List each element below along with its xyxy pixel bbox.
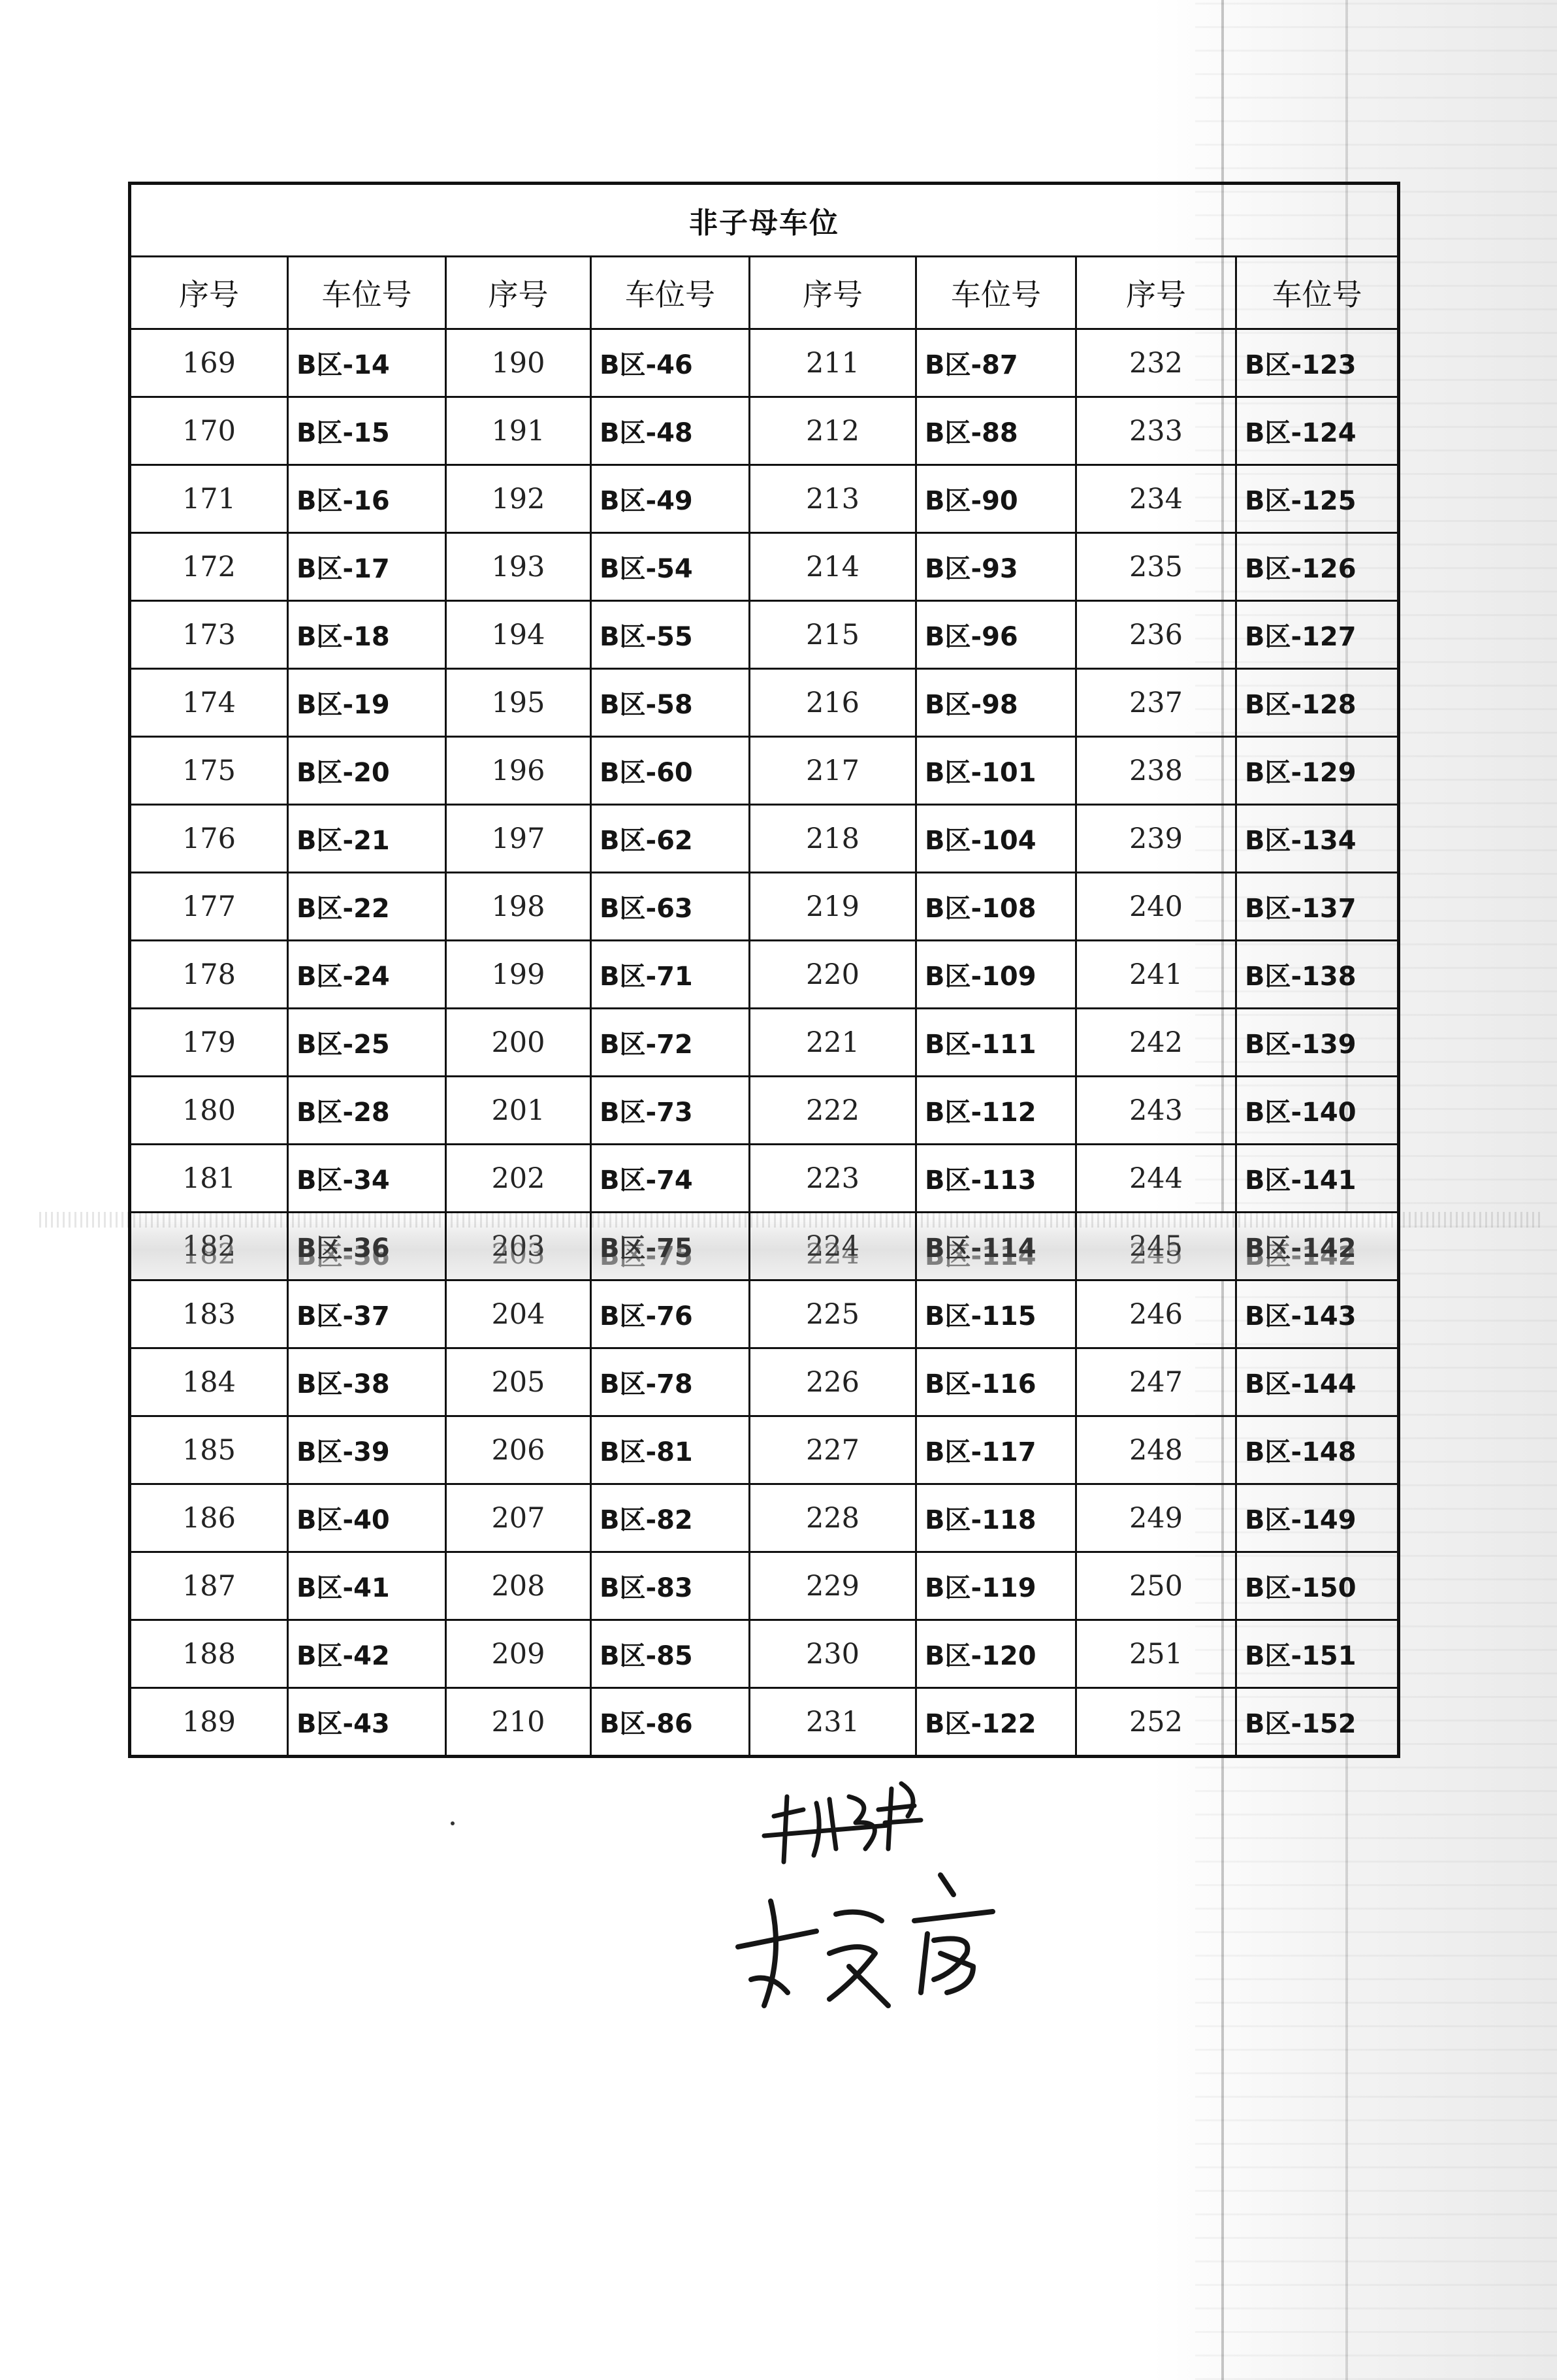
table-row bbox=[130, 465, 1399, 533]
parking-space-number-cell: B区-98 bbox=[916, 669, 1076, 737]
parking-space-number-cell: B区-96 bbox=[916, 601, 1076, 669]
serial-number-cell: 251 bbox=[1076, 1620, 1236, 1688]
serial-number-cell: 192 bbox=[446, 465, 591, 533]
serial-number-cell: 178 bbox=[130, 941, 288, 1009]
table-body bbox=[130, 329, 1399, 1757]
serial-number-cell: 215 bbox=[750, 601, 916, 669]
serial-number-cell: 241 bbox=[1076, 941, 1236, 1009]
parking-space-number-cell: B区-115 bbox=[916, 1280, 1076, 1348]
table-row bbox=[130, 873, 1399, 941]
serial-number-cell: 246 bbox=[1076, 1280, 1236, 1348]
parking-space-number-cell: B区-87 bbox=[916, 329, 1076, 397]
serial-number-cell: 235 bbox=[1076, 533, 1236, 601]
parking-space-number-cell: B区-18 bbox=[288, 601, 446, 669]
serial-number-cell: 231 bbox=[750, 1688, 916, 1757]
parking-space-number-cell: B区-119 bbox=[916, 1552, 1076, 1620]
parking-space-number-cell: B区-28 bbox=[288, 1077, 446, 1145]
parking-space-number-cell: B区-39 bbox=[288, 1416, 446, 1484]
serial-number-cell: 200 bbox=[446, 1009, 591, 1077]
table-row bbox=[130, 533, 1399, 601]
serial-number-cell: 234 bbox=[1076, 465, 1236, 533]
column-header-serial: 序号 bbox=[446, 257, 591, 329]
serial-number-cell: 210 bbox=[446, 1688, 591, 1757]
parking-space-number-cell: B区-17 bbox=[288, 533, 446, 601]
table-row bbox=[130, 1416, 1399, 1484]
column-header-serial: 序号 bbox=[1076, 257, 1236, 329]
parking-space-number-cell: B区-138 bbox=[1236, 941, 1399, 1009]
parking-space-number-cell: B区-82 bbox=[591, 1484, 750, 1552]
serial-number-cell: 232 bbox=[1076, 329, 1236, 397]
parking-space-number-cell: B区-83 bbox=[591, 1552, 750, 1620]
serial-number-cell: 173 bbox=[130, 601, 288, 669]
serial-number-cell: 226 bbox=[750, 1348, 916, 1416]
serial-number-cell: 198 bbox=[446, 873, 591, 941]
parking-space-table bbox=[128, 182, 1400, 1758]
parking-space-number-cell: B区-72 bbox=[591, 1009, 750, 1077]
serial-number-cell: 250 bbox=[1076, 1552, 1236, 1620]
serial-number-cell: 186 bbox=[130, 1484, 288, 1552]
parking-space-number-cell: B区-123 bbox=[1236, 329, 1399, 397]
serial-number-cell: 245 bbox=[1076, 1213, 1236, 1280]
stray-ink-dot bbox=[451, 1821, 455, 1825]
table-row bbox=[130, 805, 1399, 873]
parking-space-number-cell: B区-139 bbox=[1236, 1009, 1399, 1077]
serial-number-cell: 225 bbox=[750, 1280, 916, 1348]
serial-number-cell: 247 bbox=[1076, 1348, 1236, 1416]
parking-space-number-cell: B区-48 bbox=[591, 397, 750, 465]
table-row bbox=[130, 737, 1399, 805]
parking-space-number-cell: B区-14 bbox=[288, 329, 446, 397]
parking-space-number-cell: B区-16 bbox=[288, 465, 446, 533]
serial-number-cell: 244 bbox=[1076, 1145, 1236, 1213]
table-row bbox=[130, 1077, 1399, 1145]
parking-space-number-cell: B区-116 bbox=[916, 1348, 1076, 1416]
serial-number-cell: 179 bbox=[130, 1009, 288, 1077]
serial-number-cell: 252 bbox=[1076, 1688, 1236, 1757]
handwritten-signatures bbox=[725, 1757, 1038, 2032]
serial-number-cell: 204 bbox=[446, 1280, 591, 1348]
serial-number-cell: 177 bbox=[130, 873, 288, 941]
parking-space-number-cell: B区-128 bbox=[1236, 669, 1399, 737]
column-header-space-number: 车位号 bbox=[1236, 257, 1399, 329]
serial-number-cell: 196 bbox=[446, 737, 591, 805]
parking-space-number-cell: B区-101 bbox=[916, 737, 1076, 805]
parking-space-number-cell: B区-81 bbox=[591, 1416, 750, 1484]
table-row bbox=[130, 1348, 1399, 1416]
table-row bbox=[130, 1620, 1399, 1688]
serial-number-cell: 227 bbox=[750, 1416, 916, 1484]
parking-space-number-cell: B区-113 bbox=[916, 1145, 1076, 1213]
serial-number-cell: 190 bbox=[446, 329, 591, 397]
parking-space-number-cell: B区-71 bbox=[591, 941, 750, 1009]
column-header-serial: 序号 bbox=[750, 257, 916, 329]
serial-number-cell: 194 bbox=[446, 601, 591, 669]
parking-space-number-cell: B区-40 bbox=[288, 1484, 446, 1552]
serial-number-cell: 202 bbox=[446, 1145, 591, 1213]
parking-space-number-cell: B区-111 bbox=[916, 1009, 1076, 1077]
column-header-space-number: 车位号 bbox=[288, 257, 446, 329]
parking-space-number-cell: B区-74 bbox=[591, 1145, 750, 1213]
parking-space-number-cell: B区-78 bbox=[591, 1348, 750, 1416]
serial-number-cell: 229 bbox=[750, 1552, 916, 1620]
parking-space-number-cell: B区-142 bbox=[1236, 1213, 1399, 1280]
table-row bbox=[130, 669, 1399, 737]
parking-space-number-cell: B区-37 bbox=[288, 1280, 446, 1348]
serial-number-cell: 175 bbox=[130, 737, 288, 805]
table-title: 非子母车位 bbox=[130, 184, 1399, 257]
serial-number-cell: 212 bbox=[750, 397, 916, 465]
parking-space-number-cell: B区-43 bbox=[288, 1688, 446, 1757]
parking-space-number-cell: B区-42 bbox=[288, 1620, 446, 1688]
table-header-row bbox=[130, 257, 1399, 329]
serial-number-cell: 182 bbox=[130, 1213, 288, 1280]
parking-space-number-cell: B区-126 bbox=[1236, 533, 1399, 601]
serial-number-cell: 242 bbox=[1076, 1009, 1236, 1077]
serial-number-cell: 223 bbox=[750, 1145, 916, 1213]
parking-space-number-cell: B区-58 bbox=[591, 669, 750, 737]
serial-number-cell: 180 bbox=[130, 1077, 288, 1145]
parking-space-number-cell: B区-152 bbox=[1236, 1688, 1399, 1757]
parking-space-number-cell: B区-127 bbox=[1236, 601, 1399, 669]
serial-number-cell: 239 bbox=[1076, 805, 1236, 873]
parking-space-number-cell: B区-124 bbox=[1236, 397, 1399, 465]
parking-space-number-cell: B区-122 bbox=[916, 1688, 1076, 1757]
serial-number-cell: 219 bbox=[750, 873, 916, 941]
table-row bbox=[130, 1009, 1399, 1077]
serial-number-cell: 216 bbox=[750, 669, 916, 737]
parking-space-number-cell: B区-20 bbox=[288, 737, 446, 805]
table-row bbox=[130, 941, 1399, 1009]
serial-number-cell: 181 bbox=[130, 1145, 288, 1213]
serial-number-cell: 171 bbox=[130, 465, 288, 533]
parking-space-number-cell: B区-134 bbox=[1236, 805, 1399, 873]
parking-space-number-cell: B区-41 bbox=[288, 1552, 446, 1620]
parking-space-number-cell: B区-149 bbox=[1236, 1484, 1399, 1552]
parking-space-number-cell: B区-22 bbox=[288, 873, 446, 941]
serial-number-cell: 208 bbox=[446, 1552, 591, 1620]
serial-number-cell: 233 bbox=[1076, 397, 1236, 465]
parking-space-number-cell: B区-46 bbox=[591, 329, 750, 397]
scan-streak-artifact bbox=[39, 1212, 1541, 1228]
parking-space-number-cell: B区-25 bbox=[288, 1009, 446, 1077]
serial-number-cell: 237 bbox=[1076, 669, 1236, 737]
parking-space-number-cell: B区-104 bbox=[916, 805, 1076, 873]
serial-number-cell: 222 bbox=[750, 1077, 916, 1145]
serial-number-cell: 172 bbox=[130, 533, 288, 601]
table-row bbox=[130, 1688, 1399, 1757]
parking-space-number-cell: B区-120 bbox=[916, 1620, 1076, 1688]
handwritten-signature-2 bbox=[738, 1875, 993, 2006]
serial-number-cell: 220 bbox=[750, 941, 916, 1009]
handwritten-signature-1 bbox=[764, 1784, 921, 1862]
serial-number-cell: 176 bbox=[130, 805, 288, 873]
parking-space-number-cell: B区-54 bbox=[591, 533, 750, 601]
serial-number-cell: 218 bbox=[750, 805, 916, 873]
parking-space-number-cell: B区-144 bbox=[1236, 1348, 1399, 1416]
serial-number-cell: 240 bbox=[1076, 873, 1236, 941]
serial-number-cell: 224 bbox=[750, 1213, 916, 1280]
parking-space-number-cell: B区-49 bbox=[591, 465, 750, 533]
serial-number-cell: 170 bbox=[130, 397, 288, 465]
parking-space-number-cell: B区-90 bbox=[916, 465, 1076, 533]
parking-space-number-cell: B区-117 bbox=[916, 1416, 1076, 1484]
serial-number-cell: 221 bbox=[750, 1009, 916, 1077]
serial-number-cell: 187 bbox=[130, 1552, 288, 1620]
parking-space-number-cell: B区-24 bbox=[288, 941, 446, 1009]
parking-space-number-cell: B区-109 bbox=[916, 941, 1076, 1009]
parking-space-number-cell: B区-85 bbox=[591, 1620, 750, 1688]
parking-space-number-cell: B区-118 bbox=[916, 1484, 1076, 1552]
parking-space-number-cell: B区-143 bbox=[1236, 1280, 1399, 1348]
serial-number-cell: 238 bbox=[1076, 737, 1236, 805]
parking-space-number-cell: B区-36 bbox=[288, 1213, 446, 1280]
serial-number-cell: 207 bbox=[446, 1484, 591, 1552]
parking-space-number-cell: B区-148 bbox=[1236, 1416, 1399, 1484]
table-row bbox=[130, 601, 1399, 669]
serial-number-cell: 201 bbox=[446, 1077, 591, 1145]
parking-space-number-cell: B区-137 bbox=[1236, 873, 1399, 941]
serial-number-cell: 230 bbox=[750, 1620, 916, 1688]
column-header-serial: 序号 bbox=[130, 257, 288, 329]
parking-space-number-cell: B区-129 bbox=[1236, 737, 1399, 805]
parking-space-number-cell: B区-140 bbox=[1236, 1077, 1399, 1145]
serial-number-cell: 249 bbox=[1076, 1484, 1236, 1552]
column-header-space-number: 车位号 bbox=[916, 257, 1076, 329]
serial-number-cell: 203 bbox=[446, 1213, 591, 1280]
serial-number-cell: 248 bbox=[1076, 1416, 1236, 1484]
serial-number-cell: 209 bbox=[446, 1620, 591, 1688]
parking-space-number-cell: B区-125 bbox=[1236, 465, 1399, 533]
parking-space-number-cell: B区-15 bbox=[288, 397, 446, 465]
parking-space-number-cell: B区-114 bbox=[916, 1213, 1076, 1280]
serial-number-cell: 197 bbox=[446, 805, 591, 873]
table-row bbox=[130, 397, 1399, 465]
parking-space-number-cell: B区-73 bbox=[591, 1077, 750, 1145]
serial-number-cell: 189 bbox=[130, 1688, 288, 1757]
serial-number-cell: 228 bbox=[750, 1484, 916, 1552]
parking-space-number-cell: B区-76 bbox=[591, 1280, 750, 1348]
parking-space-number-cell: B区-62 bbox=[591, 805, 750, 873]
parking-space-number-cell: B区-34 bbox=[288, 1145, 446, 1213]
parking-space-number-cell: B区-112 bbox=[916, 1077, 1076, 1145]
serial-number-cell: 205 bbox=[446, 1348, 591, 1416]
serial-number-cell: 174 bbox=[130, 669, 288, 737]
parking-space-number-cell: B区-75 bbox=[591, 1213, 750, 1280]
column-header-space-number: 车位号 bbox=[591, 257, 750, 329]
serial-number-cell: 191 bbox=[446, 397, 591, 465]
table-row bbox=[130, 1280, 1399, 1348]
serial-number-cell: 243 bbox=[1076, 1077, 1236, 1145]
parking-space-number-cell: B区-108 bbox=[916, 873, 1076, 941]
table-row bbox=[130, 1484, 1399, 1552]
serial-number-cell: 199 bbox=[446, 941, 591, 1009]
serial-number-cell: 236 bbox=[1076, 601, 1236, 669]
parking-space-number-cell: B区-88 bbox=[916, 397, 1076, 465]
parking-space-number-cell: B区-141 bbox=[1236, 1145, 1399, 1213]
table-title-row bbox=[130, 184, 1399, 257]
serial-number-cell: 214 bbox=[750, 533, 916, 601]
serial-number-cell: 185 bbox=[130, 1416, 288, 1484]
table-row bbox=[130, 329, 1399, 397]
serial-number-cell: 211 bbox=[750, 329, 916, 397]
table-row bbox=[130, 1145, 1399, 1213]
signature-area bbox=[725, 1757, 1038, 2032]
parking-space-number-cell: B区-19 bbox=[288, 669, 446, 737]
parking-space-number-cell: B区-151 bbox=[1236, 1620, 1399, 1688]
parking-space-number-cell: B区-150 bbox=[1236, 1552, 1399, 1620]
parking-space-number-cell: B区-93 bbox=[916, 533, 1076, 601]
serial-number-cell: 213 bbox=[750, 465, 916, 533]
parking-space-number-cell: B区-86 bbox=[591, 1688, 750, 1757]
parking-space-number-cell: B区-21 bbox=[288, 805, 446, 873]
serial-number-cell: 217 bbox=[750, 737, 916, 805]
parking-space-number-cell: B区-55 bbox=[591, 601, 750, 669]
serial-number-cell: 169 bbox=[130, 329, 288, 397]
parking-space-number-cell: B区-38 bbox=[288, 1348, 446, 1416]
serial-number-cell: 195 bbox=[446, 669, 591, 737]
parking-space-number-cell: B区-63 bbox=[591, 873, 750, 941]
table-row bbox=[130, 1552, 1399, 1620]
parking-space-number-cell: B区-60 bbox=[591, 737, 750, 805]
serial-number-cell: 193 bbox=[446, 533, 591, 601]
serial-number-cell: 206 bbox=[446, 1416, 591, 1484]
serial-number-cell: 183 bbox=[130, 1280, 288, 1348]
serial-number-cell: 184 bbox=[130, 1348, 288, 1416]
serial-number-cell: 188 bbox=[130, 1620, 288, 1688]
